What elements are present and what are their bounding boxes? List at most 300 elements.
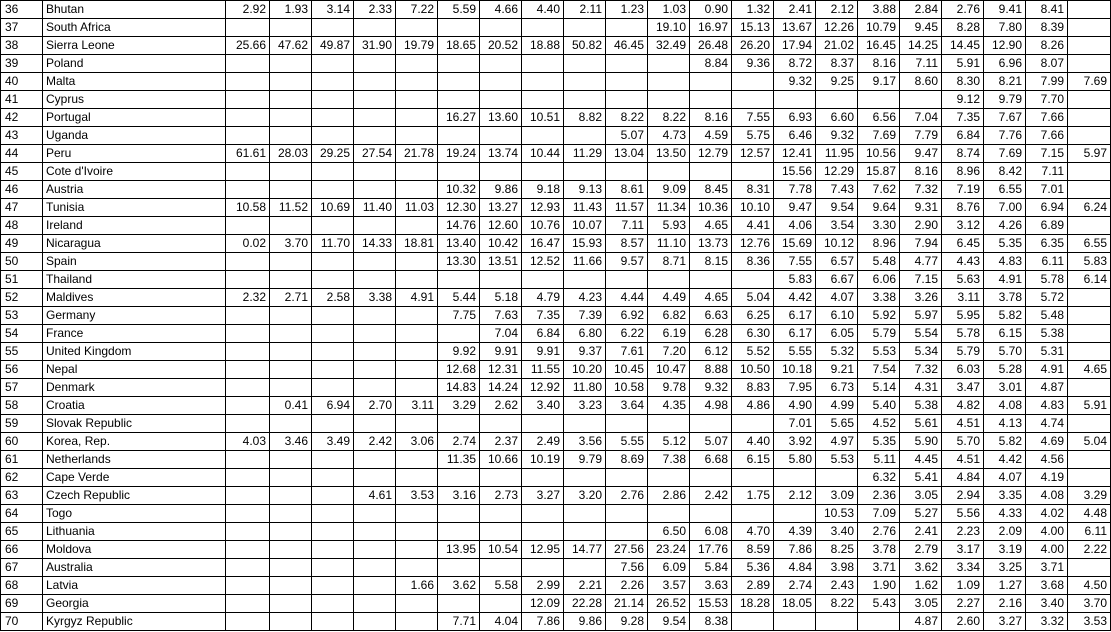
value-cell[interactable]: 5.61 bbox=[900, 415, 942, 433]
value-cell[interactable] bbox=[480, 127, 522, 145]
value-cell[interactable] bbox=[226, 127, 270, 145]
value-cell[interactable] bbox=[522, 55, 564, 73]
value-cell[interactable] bbox=[522, 127, 564, 145]
value-cell[interactable] bbox=[396, 253, 438, 271]
value-cell[interactable]: 7.86 bbox=[774, 541, 816, 559]
value-cell[interactable]: 4.48 bbox=[1068, 505, 1111, 523]
value-cell[interactable]: 7.19 bbox=[942, 181, 984, 199]
value-cell[interactable] bbox=[270, 91, 312, 109]
value-cell[interactable]: 9.91 bbox=[522, 343, 564, 361]
value-cell[interactable] bbox=[480, 55, 522, 73]
value-cell[interactable]: 3.26 bbox=[900, 289, 942, 307]
value-cell[interactable]: 5.54 bbox=[900, 325, 942, 343]
value-cell[interactable]: 8.26 bbox=[1026, 37, 1068, 55]
value-cell[interactable]: 7.95 bbox=[774, 379, 816, 397]
value-cell[interactable]: 7.80 bbox=[984, 19, 1026, 37]
value-cell[interactable]: 5.07 bbox=[606, 127, 648, 145]
value-cell[interactable]: 3.78 bbox=[858, 541, 900, 559]
value-cell[interactable] bbox=[1068, 289, 1111, 307]
value-cell[interactable]: 2.71 bbox=[270, 289, 312, 307]
value-cell[interactable] bbox=[522, 19, 564, 37]
value-cell[interactable]: 27.56 bbox=[606, 541, 648, 559]
value-cell[interactable]: 3.40 bbox=[522, 397, 564, 415]
row-index-cell[interactable]: 43 bbox=[1, 127, 43, 145]
value-cell[interactable]: 9.32 bbox=[816, 127, 858, 145]
value-cell[interactable]: 7.43 bbox=[816, 181, 858, 199]
row-index-cell[interactable]: 58 bbox=[1, 397, 43, 415]
value-cell[interactable] bbox=[396, 379, 438, 397]
value-cell[interactable]: 3.49 bbox=[312, 433, 354, 451]
value-cell[interactable]: 2.76 bbox=[942, 1, 984, 19]
row-index-cell[interactable]: 50 bbox=[1, 253, 43, 271]
value-cell[interactable]: 14.33 bbox=[354, 235, 396, 253]
value-cell[interactable] bbox=[312, 325, 354, 343]
value-cell[interactable]: 4.08 bbox=[984, 397, 1026, 415]
value-cell[interactable]: 7.69 bbox=[984, 145, 1026, 163]
value-cell[interactable]: 7.20 bbox=[648, 343, 690, 361]
value-cell[interactable]: 5.97 bbox=[1068, 145, 1111, 163]
row-index-cell[interactable]: 61 bbox=[1, 451, 43, 469]
value-cell[interactable]: 12.60 bbox=[480, 217, 522, 235]
value-cell[interactable] bbox=[480, 523, 522, 541]
value-cell[interactable]: 19.79 bbox=[396, 37, 438, 55]
value-cell[interactable] bbox=[270, 307, 312, 325]
value-cell[interactable] bbox=[226, 613, 270, 631]
value-cell[interactable]: 4.91 bbox=[1026, 361, 1068, 379]
value-cell[interactable]: 4.43 bbox=[942, 253, 984, 271]
value-cell[interactable]: 10.42 bbox=[480, 235, 522, 253]
value-cell[interactable]: 3.19 bbox=[984, 541, 1026, 559]
value-cell[interactable] bbox=[270, 379, 312, 397]
value-cell[interactable]: 5.72 bbox=[1026, 289, 1068, 307]
value-cell[interactable]: 9.09 bbox=[648, 181, 690, 199]
value-cell[interactable] bbox=[270, 55, 312, 73]
value-cell[interactable]: 5.34 bbox=[900, 343, 942, 361]
value-cell[interactable] bbox=[396, 109, 438, 127]
country-cell[interactable]: Nepal bbox=[43, 361, 226, 379]
value-cell[interactable]: 6.09 bbox=[648, 559, 690, 577]
value-cell[interactable]: 4.87 bbox=[900, 613, 942, 631]
value-cell[interactable]: 6.46 bbox=[774, 127, 816, 145]
value-cell[interactable] bbox=[1068, 127, 1111, 145]
value-cell[interactable]: 14.45 bbox=[942, 37, 984, 55]
value-cell[interactable]: 5.07 bbox=[690, 433, 732, 451]
value-cell[interactable] bbox=[396, 325, 438, 343]
value-cell[interactable]: 5.97 bbox=[900, 307, 942, 325]
value-cell[interactable]: 6.12 bbox=[690, 343, 732, 361]
value-cell[interactable]: 6.82 bbox=[648, 307, 690, 325]
row-index-cell[interactable]: 67 bbox=[1, 559, 43, 577]
value-cell[interactable]: 7.00 bbox=[984, 199, 1026, 217]
value-cell[interactable] bbox=[226, 55, 270, 73]
value-cell[interactable] bbox=[396, 595, 438, 613]
value-cell[interactable]: 4.83 bbox=[1026, 397, 1068, 415]
value-cell[interactable]: 3.56 bbox=[564, 433, 606, 451]
value-cell[interactable]: 7.54 bbox=[858, 361, 900, 379]
value-cell[interactable]: 6.89 bbox=[1026, 217, 1068, 235]
value-cell[interactable] bbox=[354, 541, 396, 559]
value-cell[interactable] bbox=[396, 451, 438, 469]
value-cell[interactable]: 47.62 bbox=[270, 37, 312, 55]
row-index-cell[interactable]: 54 bbox=[1, 325, 43, 343]
value-cell[interactable]: 7.99 bbox=[1026, 73, 1068, 91]
value-cell[interactable]: 7.55 bbox=[774, 253, 816, 271]
value-cell[interactable] bbox=[354, 163, 396, 181]
value-cell[interactable]: 2.60 bbox=[942, 613, 984, 631]
value-cell[interactable]: 8.71 bbox=[648, 253, 690, 271]
value-cell[interactable] bbox=[270, 361, 312, 379]
value-cell[interactable] bbox=[270, 451, 312, 469]
value-cell[interactable]: 8.83 bbox=[732, 379, 774, 397]
value-cell[interactable]: 9.31 bbox=[900, 199, 942, 217]
value-cell[interactable]: 5.79 bbox=[858, 325, 900, 343]
value-cell[interactable]: 8.16 bbox=[690, 109, 732, 127]
value-cell[interactable] bbox=[270, 505, 312, 523]
value-cell[interactable]: 21.14 bbox=[606, 595, 648, 613]
value-cell[interactable]: 4.00 bbox=[1026, 523, 1068, 541]
country-cell[interactable]: Peru bbox=[43, 145, 226, 163]
value-cell[interactable] bbox=[354, 253, 396, 271]
value-cell[interactable] bbox=[226, 379, 270, 397]
value-cell[interactable] bbox=[354, 109, 396, 127]
country-cell[interactable]: Cape Verde bbox=[43, 469, 226, 487]
value-cell[interactable]: 14.25 bbox=[900, 37, 942, 55]
value-cell[interactable]: 2.21 bbox=[564, 577, 606, 595]
country-cell[interactable]: Ireland bbox=[43, 217, 226, 235]
row-index-cell[interactable]: 55 bbox=[1, 343, 43, 361]
value-cell[interactable]: 7.76 bbox=[984, 127, 1026, 145]
value-cell[interactable]: 12.95 bbox=[522, 541, 564, 559]
value-cell[interactable]: 2.62 bbox=[480, 397, 522, 415]
value-cell[interactable] bbox=[1068, 109, 1111, 127]
value-cell[interactable] bbox=[564, 523, 606, 541]
value-cell[interactable]: 2.99 bbox=[522, 577, 564, 595]
value-cell[interactable] bbox=[270, 73, 312, 91]
value-cell[interactable] bbox=[606, 271, 648, 289]
value-cell[interactable] bbox=[396, 307, 438, 325]
value-cell[interactable] bbox=[648, 91, 690, 109]
value-cell[interactable]: 4.13 bbox=[984, 415, 1026, 433]
value-cell[interactable] bbox=[270, 253, 312, 271]
value-cell[interactable]: 3.62 bbox=[438, 577, 480, 595]
value-cell[interactable] bbox=[732, 505, 774, 523]
value-cell[interactable]: 0.90 bbox=[690, 1, 732, 19]
value-cell[interactable]: 8.16 bbox=[900, 163, 942, 181]
value-cell[interactable]: 6.50 bbox=[648, 523, 690, 541]
country-cell[interactable]: South Africa bbox=[43, 19, 226, 37]
value-cell[interactable] bbox=[564, 271, 606, 289]
value-cell[interactable] bbox=[312, 523, 354, 541]
country-cell[interactable]: Georgia bbox=[43, 595, 226, 613]
value-cell[interactable]: 4.44 bbox=[606, 289, 648, 307]
value-cell[interactable]: 4.42 bbox=[774, 289, 816, 307]
value-cell[interactable]: 7.09 bbox=[858, 505, 900, 523]
value-cell[interactable]: 2.42 bbox=[690, 487, 732, 505]
value-cell[interactable] bbox=[1068, 559, 1111, 577]
value-cell[interactable]: 5.56 bbox=[942, 505, 984, 523]
value-cell[interactable]: 1.32 bbox=[732, 1, 774, 19]
value-cell[interactable] bbox=[396, 505, 438, 523]
value-cell[interactable]: 14.24 bbox=[480, 379, 522, 397]
value-cell[interactable] bbox=[480, 19, 522, 37]
value-cell[interactable]: 21.78 bbox=[396, 145, 438, 163]
country-cell[interactable]: Korea, Rep. bbox=[43, 433, 226, 451]
value-cell[interactable]: 6.03 bbox=[942, 361, 984, 379]
value-cell[interactable]: 9.41 bbox=[984, 1, 1026, 19]
row-index-cell[interactable]: 66 bbox=[1, 541, 43, 559]
value-cell[interactable]: 5.53 bbox=[816, 451, 858, 469]
value-cell[interactable] bbox=[226, 343, 270, 361]
value-cell[interactable]: 9.91 bbox=[480, 343, 522, 361]
value-cell[interactable]: 8.96 bbox=[942, 163, 984, 181]
value-cell[interactable]: 22.28 bbox=[564, 595, 606, 613]
value-cell[interactable]: 8.88 bbox=[690, 361, 732, 379]
value-cell[interactable]: 4.33 bbox=[984, 505, 1026, 523]
value-cell[interactable]: 18.65 bbox=[438, 37, 480, 55]
value-cell[interactable]: 3.12 bbox=[942, 217, 984, 235]
value-cell[interactable]: 29.25 bbox=[312, 145, 354, 163]
value-cell[interactable]: 6.94 bbox=[1026, 199, 1068, 217]
value-cell[interactable] bbox=[270, 217, 312, 235]
value-cell[interactable]: 16.45 bbox=[858, 37, 900, 55]
value-cell[interactable]: 5.58 bbox=[480, 577, 522, 595]
value-cell[interactable]: 4.86 bbox=[732, 397, 774, 415]
value-cell[interactable]: 5.92 bbox=[858, 307, 900, 325]
value-cell[interactable] bbox=[480, 415, 522, 433]
value-cell[interactable]: 6.22 bbox=[606, 325, 648, 343]
value-cell[interactable] bbox=[270, 163, 312, 181]
row-index-cell[interactable]: 40 bbox=[1, 73, 43, 91]
value-cell[interactable]: 2.16 bbox=[984, 595, 1026, 613]
value-cell[interactable]: 11.66 bbox=[564, 253, 606, 271]
value-cell[interactable]: 12.31 bbox=[480, 361, 522, 379]
value-cell[interactable]: 2.73 bbox=[480, 487, 522, 505]
value-cell[interactable] bbox=[354, 325, 396, 343]
value-cell[interactable]: 6.05 bbox=[816, 325, 858, 343]
value-cell[interactable]: 5.35 bbox=[858, 433, 900, 451]
value-cell[interactable] bbox=[270, 577, 312, 595]
value-cell[interactable] bbox=[396, 163, 438, 181]
value-cell[interactable] bbox=[226, 325, 270, 343]
value-cell[interactable]: 6.93 bbox=[774, 109, 816, 127]
value-cell[interactable] bbox=[522, 91, 564, 109]
country-cell[interactable]: Uganda bbox=[43, 127, 226, 145]
value-cell[interactable]: 9.12 bbox=[942, 91, 984, 109]
row-index-cell[interactable]: 59 bbox=[1, 415, 43, 433]
value-cell[interactable]: 0.02 bbox=[226, 235, 270, 253]
value-cell[interactable] bbox=[354, 523, 396, 541]
value-cell[interactable] bbox=[564, 19, 606, 37]
value-cell[interactable]: 20.52 bbox=[480, 37, 522, 55]
value-cell[interactable]: 5.53 bbox=[858, 343, 900, 361]
value-cell[interactable]: 7.35 bbox=[522, 307, 564, 325]
value-cell[interactable]: 5.55 bbox=[774, 343, 816, 361]
row-index-cell[interactable]: 62 bbox=[1, 469, 43, 487]
value-cell[interactable]: 11.29 bbox=[564, 145, 606, 163]
value-cell[interactable] bbox=[1068, 469, 1111, 487]
value-cell[interactable] bbox=[1068, 19, 1111, 37]
country-cell[interactable]: Kyrgyz Republic bbox=[43, 613, 226, 631]
value-cell[interactable]: 8.72 bbox=[774, 55, 816, 73]
value-cell[interactable]: 15.13 bbox=[732, 19, 774, 37]
value-cell[interactable] bbox=[522, 523, 564, 541]
value-cell[interactable]: 4.66 bbox=[480, 1, 522, 19]
value-cell[interactable]: 1.23 bbox=[606, 1, 648, 19]
value-cell[interactable]: 10.69 bbox=[312, 199, 354, 217]
country-cell[interactable]: Lithuania bbox=[43, 523, 226, 541]
value-cell[interactable]: 5.04 bbox=[1068, 433, 1111, 451]
value-cell[interactable]: 4.51 bbox=[942, 451, 984, 469]
value-cell[interactable] bbox=[312, 307, 354, 325]
value-cell[interactable]: 14.76 bbox=[438, 217, 480, 235]
country-cell[interactable]: Austria bbox=[43, 181, 226, 199]
value-cell[interactable]: 7.32 bbox=[900, 361, 942, 379]
value-cell[interactable]: 13.40 bbox=[438, 235, 480, 253]
value-cell[interactable] bbox=[438, 127, 480, 145]
value-cell[interactable]: 3.27 bbox=[984, 613, 1026, 631]
value-cell[interactable] bbox=[226, 487, 270, 505]
value-cell[interactable] bbox=[270, 541, 312, 559]
value-cell[interactable] bbox=[312, 253, 354, 271]
value-cell[interactable]: 8.74 bbox=[942, 145, 984, 163]
value-cell[interactable] bbox=[438, 325, 480, 343]
value-cell[interactable]: 6.55 bbox=[1068, 235, 1111, 253]
value-cell[interactable]: 6.28 bbox=[690, 325, 732, 343]
value-cell[interactable] bbox=[270, 523, 312, 541]
value-cell[interactable]: 9.21 bbox=[816, 361, 858, 379]
value-cell[interactable]: 7.70 bbox=[1026, 91, 1068, 109]
value-cell[interactable]: 4.41 bbox=[732, 217, 774, 235]
value-cell[interactable] bbox=[732, 469, 774, 487]
value-cell[interactable]: 7.75 bbox=[438, 307, 480, 325]
value-cell[interactable]: 6.32 bbox=[858, 469, 900, 487]
value-cell[interactable]: 5.84 bbox=[690, 559, 732, 577]
value-cell[interactable]: 2.94 bbox=[942, 487, 984, 505]
value-cell[interactable]: 10.54 bbox=[480, 541, 522, 559]
value-cell[interactable]: 9.64 bbox=[858, 199, 900, 217]
value-cell[interactable]: 10.07 bbox=[564, 217, 606, 235]
value-cell[interactable]: 6.63 bbox=[690, 307, 732, 325]
value-cell[interactable]: 4.02 bbox=[1026, 505, 1068, 523]
value-cell[interactable]: 4.97 bbox=[816, 433, 858, 451]
value-cell[interactable] bbox=[438, 505, 480, 523]
value-cell[interactable]: 4.03 bbox=[226, 433, 270, 451]
value-cell[interactable]: 8.84 bbox=[690, 55, 732, 73]
value-cell[interactable]: 11.57 bbox=[606, 199, 648, 217]
value-cell[interactable] bbox=[648, 73, 690, 91]
value-cell[interactable] bbox=[312, 361, 354, 379]
value-cell[interactable]: 7.66 bbox=[1026, 109, 1068, 127]
value-cell[interactable] bbox=[226, 271, 270, 289]
value-cell[interactable]: 4.91 bbox=[396, 289, 438, 307]
value-cell[interactable]: 18.28 bbox=[732, 595, 774, 613]
value-cell[interactable] bbox=[522, 415, 564, 433]
value-cell[interactable] bbox=[226, 451, 270, 469]
value-cell[interactable] bbox=[354, 55, 396, 73]
value-cell[interactable] bbox=[226, 253, 270, 271]
value-cell[interactable] bbox=[648, 469, 690, 487]
value-cell[interactable] bbox=[606, 523, 648, 541]
country-cell[interactable]: Latvia bbox=[43, 577, 226, 595]
country-cell[interactable]: France bbox=[43, 325, 226, 343]
value-cell[interactable]: 7.61 bbox=[606, 343, 648, 361]
value-cell[interactable]: 8.21 bbox=[984, 73, 1026, 91]
value-cell[interactable]: 6.11 bbox=[1068, 523, 1111, 541]
value-cell[interactable]: 10.20 bbox=[564, 361, 606, 379]
value-cell[interactable] bbox=[312, 109, 354, 127]
value-cell[interactable] bbox=[354, 181, 396, 199]
value-cell[interactable] bbox=[396, 361, 438, 379]
value-cell[interactable] bbox=[648, 55, 690, 73]
value-cell[interactable]: 2.74 bbox=[774, 577, 816, 595]
value-cell[interactable]: 5.43 bbox=[858, 595, 900, 613]
value-cell[interactable]: 2.70 bbox=[354, 397, 396, 415]
value-cell[interactable]: 19.24 bbox=[438, 145, 480, 163]
value-cell[interactable] bbox=[396, 523, 438, 541]
value-cell[interactable]: 2.23 bbox=[942, 523, 984, 541]
value-cell[interactable] bbox=[648, 415, 690, 433]
value-cell[interactable]: 6.80 bbox=[564, 325, 606, 343]
value-cell[interactable]: 4.69 bbox=[1026, 433, 1068, 451]
value-cell[interactable] bbox=[1068, 91, 1111, 109]
value-cell[interactable]: 4.65 bbox=[1068, 361, 1111, 379]
row-index-cell[interactable]: 38 bbox=[1, 37, 43, 55]
row-index-cell[interactable]: 41 bbox=[1, 91, 43, 109]
value-cell[interactable]: 5.36 bbox=[732, 559, 774, 577]
value-cell[interactable] bbox=[226, 73, 270, 91]
value-cell[interactable] bbox=[354, 451, 396, 469]
value-cell[interactable]: 26.48 bbox=[690, 37, 732, 55]
value-cell[interactable]: 2.76 bbox=[858, 523, 900, 541]
value-cell[interactable]: 10.79 bbox=[858, 19, 900, 37]
value-cell[interactable]: 14.77 bbox=[564, 541, 606, 559]
value-cell[interactable]: 7.94 bbox=[900, 235, 942, 253]
value-cell[interactable]: 6.08 bbox=[690, 523, 732, 541]
value-cell[interactable]: 5.27 bbox=[900, 505, 942, 523]
value-cell[interactable]: 10.56 bbox=[858, 145, 900, 163]
value-cell[interactable]: 9.92 bbox=[438, 343, 480, 361]
row-index-cell[interactable]: 42 bbox=[1, 109, 43, 127]
value-cell[interactable]: 2.92 bbox=[226, 1, 270, 19]
value-cell[interactable]: 7.32 bbox=[900, 181, 942, 199]
value-cell[interactable]: 13.73 bbox=[690, 235, 732, 253]
value-cell[interactable]: 7.69 bbox=[858, 127, 900, 145]
value-cell[interactable]: 8.22 bbox=[606, 109, 648, 127]
value-cell[interactable]: 5.80 bbox=[774, 451, 816, 469]
row-index-cell[interactable]: 60 bbox=[1, 433, 43, 451]
value-cell[interactable]: 9.47 bbox=[900, 145, 942, 163]
value-cell[interactable]: 10.18 bbox=[774, 361, 816, 379]
value-cell[interactable]: 6.15 bbox=[732, 451, 774, 469]
value-cell[interactable]: 12.92 bbox=[522, 379, 564, 397]
value-cell[interactable]: 3.47 bbox=[942, 379, 984, 397]
value-cell[interactable]: 6.84 bbox=[942, 127, 984, 145]
value-cell[interactable]: 7.04 bbox=[480, 325, 522, 343]
value-cell[interactable] bbox=[396, 415, 438, 433]
value-cell[interactable] bbox=[226, 397, 270, 415]
value-cell[interactable] bbox=[564, 55, 606, 73]
value-cell[interactable]: 9.54 bbox=[648, 613, 690, 631]
value-cell[interactable] bbox=[396, 541, 438, 559]
value-cell[interactable]: 3.34 bbox=[942, 559, 984, 577]
value-cell[interactable] bbox=[480, 271, 522, 289]
value-cell[interactable]: 61.61 bbox=[226, 145, 270, 163]
value-cell[interactable]: 16.47 bbox=[522, 235, 564, 253]
value-cell[interactable]: 10.10 bbox=[732, 199, 774, 217]
value-cell[interactable]: 12.79 bbox=[690, 145, 732, 163]
value-cell[interactable]: 5.82 bbox=[984, 433, 1026, 451]
value-cell[interactable] bbox=[438, 415, 480, 433]
